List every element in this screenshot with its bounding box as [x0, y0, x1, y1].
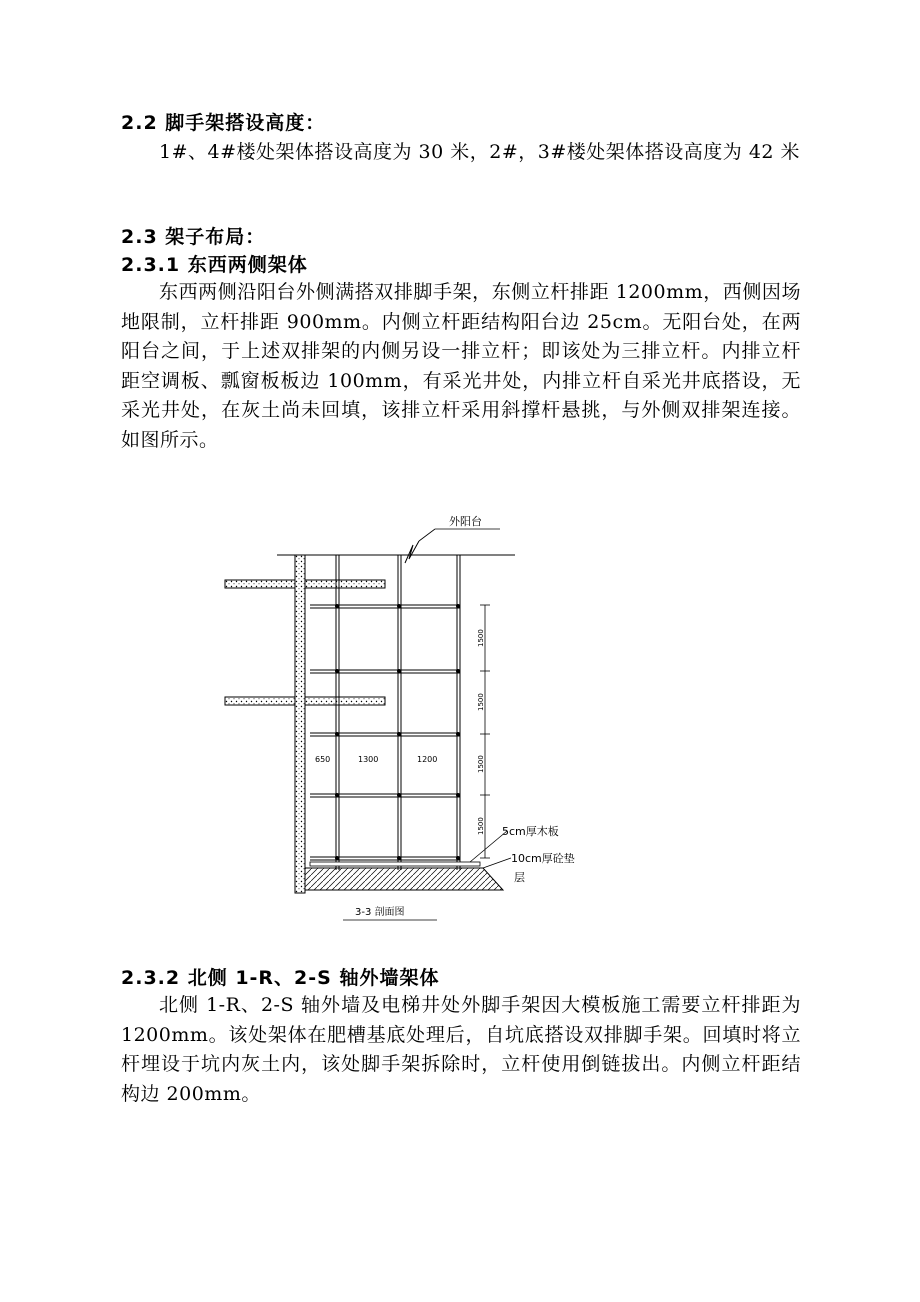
step-label: 1500 [477, 817, 485, 835]
section-heading-2-3-1: 2.3.1 东西两侧架体 [121, 254, 308, 276]
section-figure-3-3 [215, 515, 605, 925]
balcony-slab [225, 697, 295, 705]
vertical-poles [336, 555, 460, 870]
paragraph-text: 东西两侧沿阳台外侧满搭双排脚手架，东侧立杆排距 1200mm，西侧因场地限制，立杆排距 900mm。内侧立杆距结构阳台边 25cm。无阳台处，在两阳台之间，于上述双排架的内侧另设一排立杆；即该处为三排立杆。内排立杆距空调板、瓢窗板板边 100mm，有采光井处，内排立杆自采光井底搭设，无采光井处，在灰土尚未回填，该排立杆采用斜撑杆悬挑，与外侧双排架连接。如图所示。 [121, 281, 801, 451]
balcony-slab [225, 580, 295, 588]
spacing-label: 1200 [417, 755, 438, 764]
concrete-wall [295, 555, 305, 893]
step-label: 1500 [477, 629, 485, 647]
scaffold-section-drawing [215, 515, 605, 925]
horizontal-ledgers [310, 605, 460, 860]
paragraph-2-2 [121, 138, 801, 168]
balcony-slab [305, 580, 385, 588]
paragraph-text: 北侧 1-R、2-S 轴外墙及电梯井处外脚手架因大模板施工需要立杆排距为 1200mm。该处架体在肥槽基底处理后，自坑底搭设双排脚手架。回填时将立杆埋设于坑内灰土内，该处脚手架拆除时，立杆使用倒链拔出。内侧立杆距结构边 200mm。 [121, 994, 801, 1105]
leader-line [483, 858, 511, 868]
label-board: 5cm厚木板 [502, 825, 559, 838]
step-label: 1500 [477, 693, 485, 711]
label-cushion: 10cm厚砼垫 [511, 852, 575, 865]
paragraph-text: 1#、4#楼处架体搭设高度为 30 米，2#，3#楼处架体搭设高度为 42 米 [159, 141, 801, 163]
section-heading-2-3-2: 2.3.2 北侧 1-R、2-S 轴外墙架体 [121, 967, 440, 989]
paragraph-2-3-2 [121, 991, 801, 1109]
spacing-label: 650 [315, 755, 331, 764]
step-label: 1500 [477, 755, 485, 773]
spacing-label: 1300 [358, 755, 379, 764]
section-heading-2-3: 2.3 架子布局： [121, 226, 266, 248]
section-heading-2-2: 2.2 脚手架搭设高度： [121, 112, 326, 134]
label-cushion-cont: 层 [514, 871, 525, 884]
label-balcony: 外阳台 [449, 515, 482, 528]
break-mark [405, 541, 419, 563]
leader-line [419, 529, 435, 541]
paragraph-2-3-1 [121, 278, 801, 455]
wood-board [310, 862, 480, 866]
balcony-slab [305, 697, 385, 705]
figure-caption: 3-3 剖面图 [355, 907, 405, 918]
concrete-cushion [305, 868, 503, 890]
